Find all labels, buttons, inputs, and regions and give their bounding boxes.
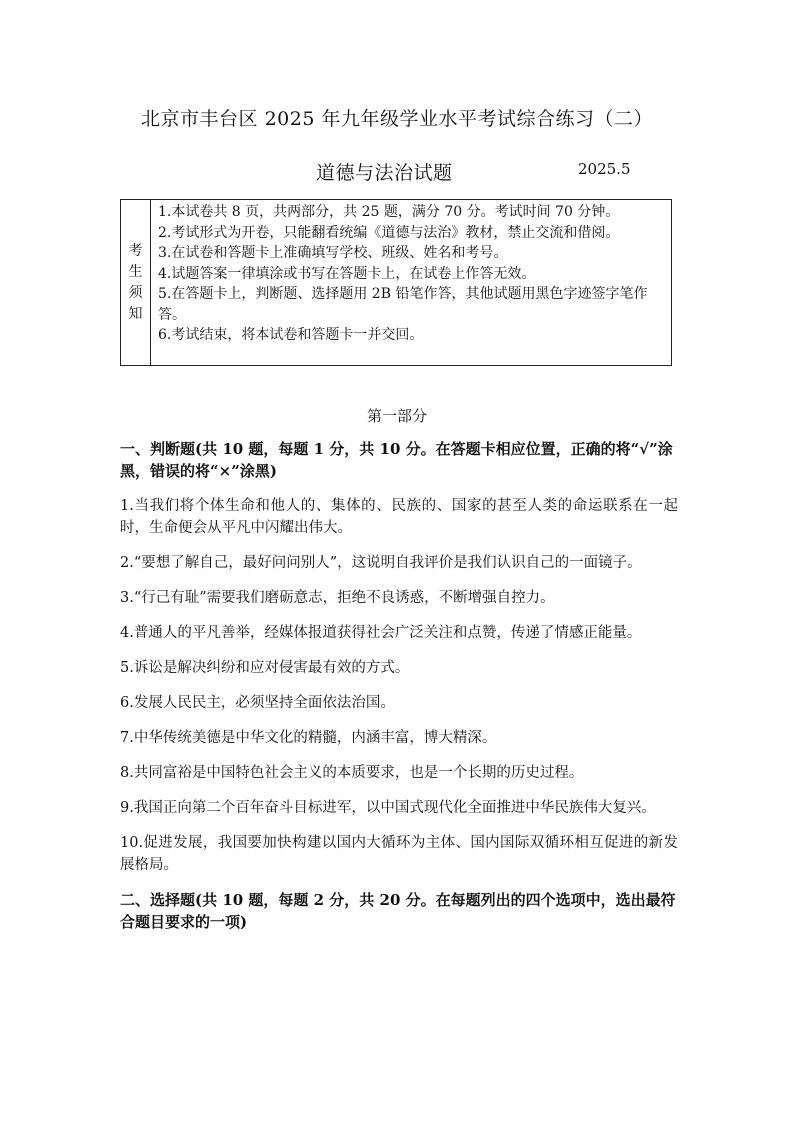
notice-item: 5.在答题卡上，判断题、选择题用 2B 铅笔作答，其他试题用黑色字迹签字笔作答。 (158, 286, 648, 323)
question-item: 9.我国正向第二个百年奋斗目标进军，以中国式现代化全面推进中华民族伟大复兴。 (120, 800, 656, 816)
notice-item: 4.试题答案一律填涂或书写在答题卡上，在试卷上作答无效。 (158, 265, 536, 282)
question-item: 4.普通人的平凡善举，经媒体报道获得社会广泛关注和点赞，传递了情感正能量。 (120, 625, 642, 641)
notice-item: 2.考试形式为开卷，只能翻看统编《道德与法治》教材，禁止交流和借阅。 (158, 224, 620, 241)
question-item: 6.发展人民民主，必须坚持全面依法治国。 (120, 695, 395, 711)
question-item: 10.促进发展，我国要加快构建以国内大循环为主体、国内国际双循环相互促进的新发展格局。 (120, 835, 678, 873)
section-heading-judgement: 一、判断题(共 10 题，每题 1 分，共 10 分。在答题卡相应位置，正确的将“√”涂黑，错误的将“×”涂黑) (120, 440, 673, 480)
notice-list (151, 200, 671, 365)
question-item: 3.“行己有耻”需要我们磨砺意志，拒绝不良诱惑，不断增强自控力。 (120, 590, 555, 606)
question-item: 7.中华传统美德是中华文化的精髓，内涵丰富，博大精深。 (120, 730, 497, 746)
notice-label-char: 考 (128, 242, 143, 259)
notice-label-char: 须 (128, 284, 143, 301)
notice-label (121, 200, 151, 365)
question-item: 2.“要想了解自己，最好问问别人”，这说明自我评价是我们认识自己的一面镜子。 (120, 555, 642, 571)
candidate-notice-box (120, 199, 672, 366)
part-title: 第一部分 (366, 407, 427, 425)
notice-item: 1.本试卷共 8 页，共两部分，共 25 题，满分 70 分。考试时间 70 分钟。 (158, 204, 620, 220)
exam-date: 2025.5 (578, 160, 631, 178)
notice-label-char: 知 (128, 305, 143, 322)
questions-content (120, 438, 678, 946)
subject-title: 道德与法治试题 (316, 162, 453, 184)
notice-item: 6.考试结束，将本试卷和答题卡一并交回。 (158, 327, 424, 343)
exam-title: 北京市丰台区 2025 年九年级学业水平考试综合练习（二） (141, 108, 653, 130)
section-heading-choice: 二、选择题(共 10 题，每题 2 分，共 20 分。在每题列出的四个选项中，选出最符合题目要求的一项) (120, 891, 676, 931)
question-item: 1.当我们将个体生命和他人的、集体的、民族的、国家的甚至人类的命运联系在一起时，生命便会从平凡中闪耀出伟大。 (120, 498, 678, 536)
notice-item: 3.在试卷和答题卡上准确填写学校、班级、姓名和考号。 (158, 245, 508, 261)
question-item: 8.共同富裕是中国特色社会主义的本质要求，也是一个长期的历史过程。 (120, 765, 584, 781)
notice-label-char: 生 (128, 263, 143, 280)
subtitle-row (0, 158, 794, 184)
question-item: 5.诉讼是解决纠纷和应对侵害最有效的方式。 (120, 660, 410, 676)
